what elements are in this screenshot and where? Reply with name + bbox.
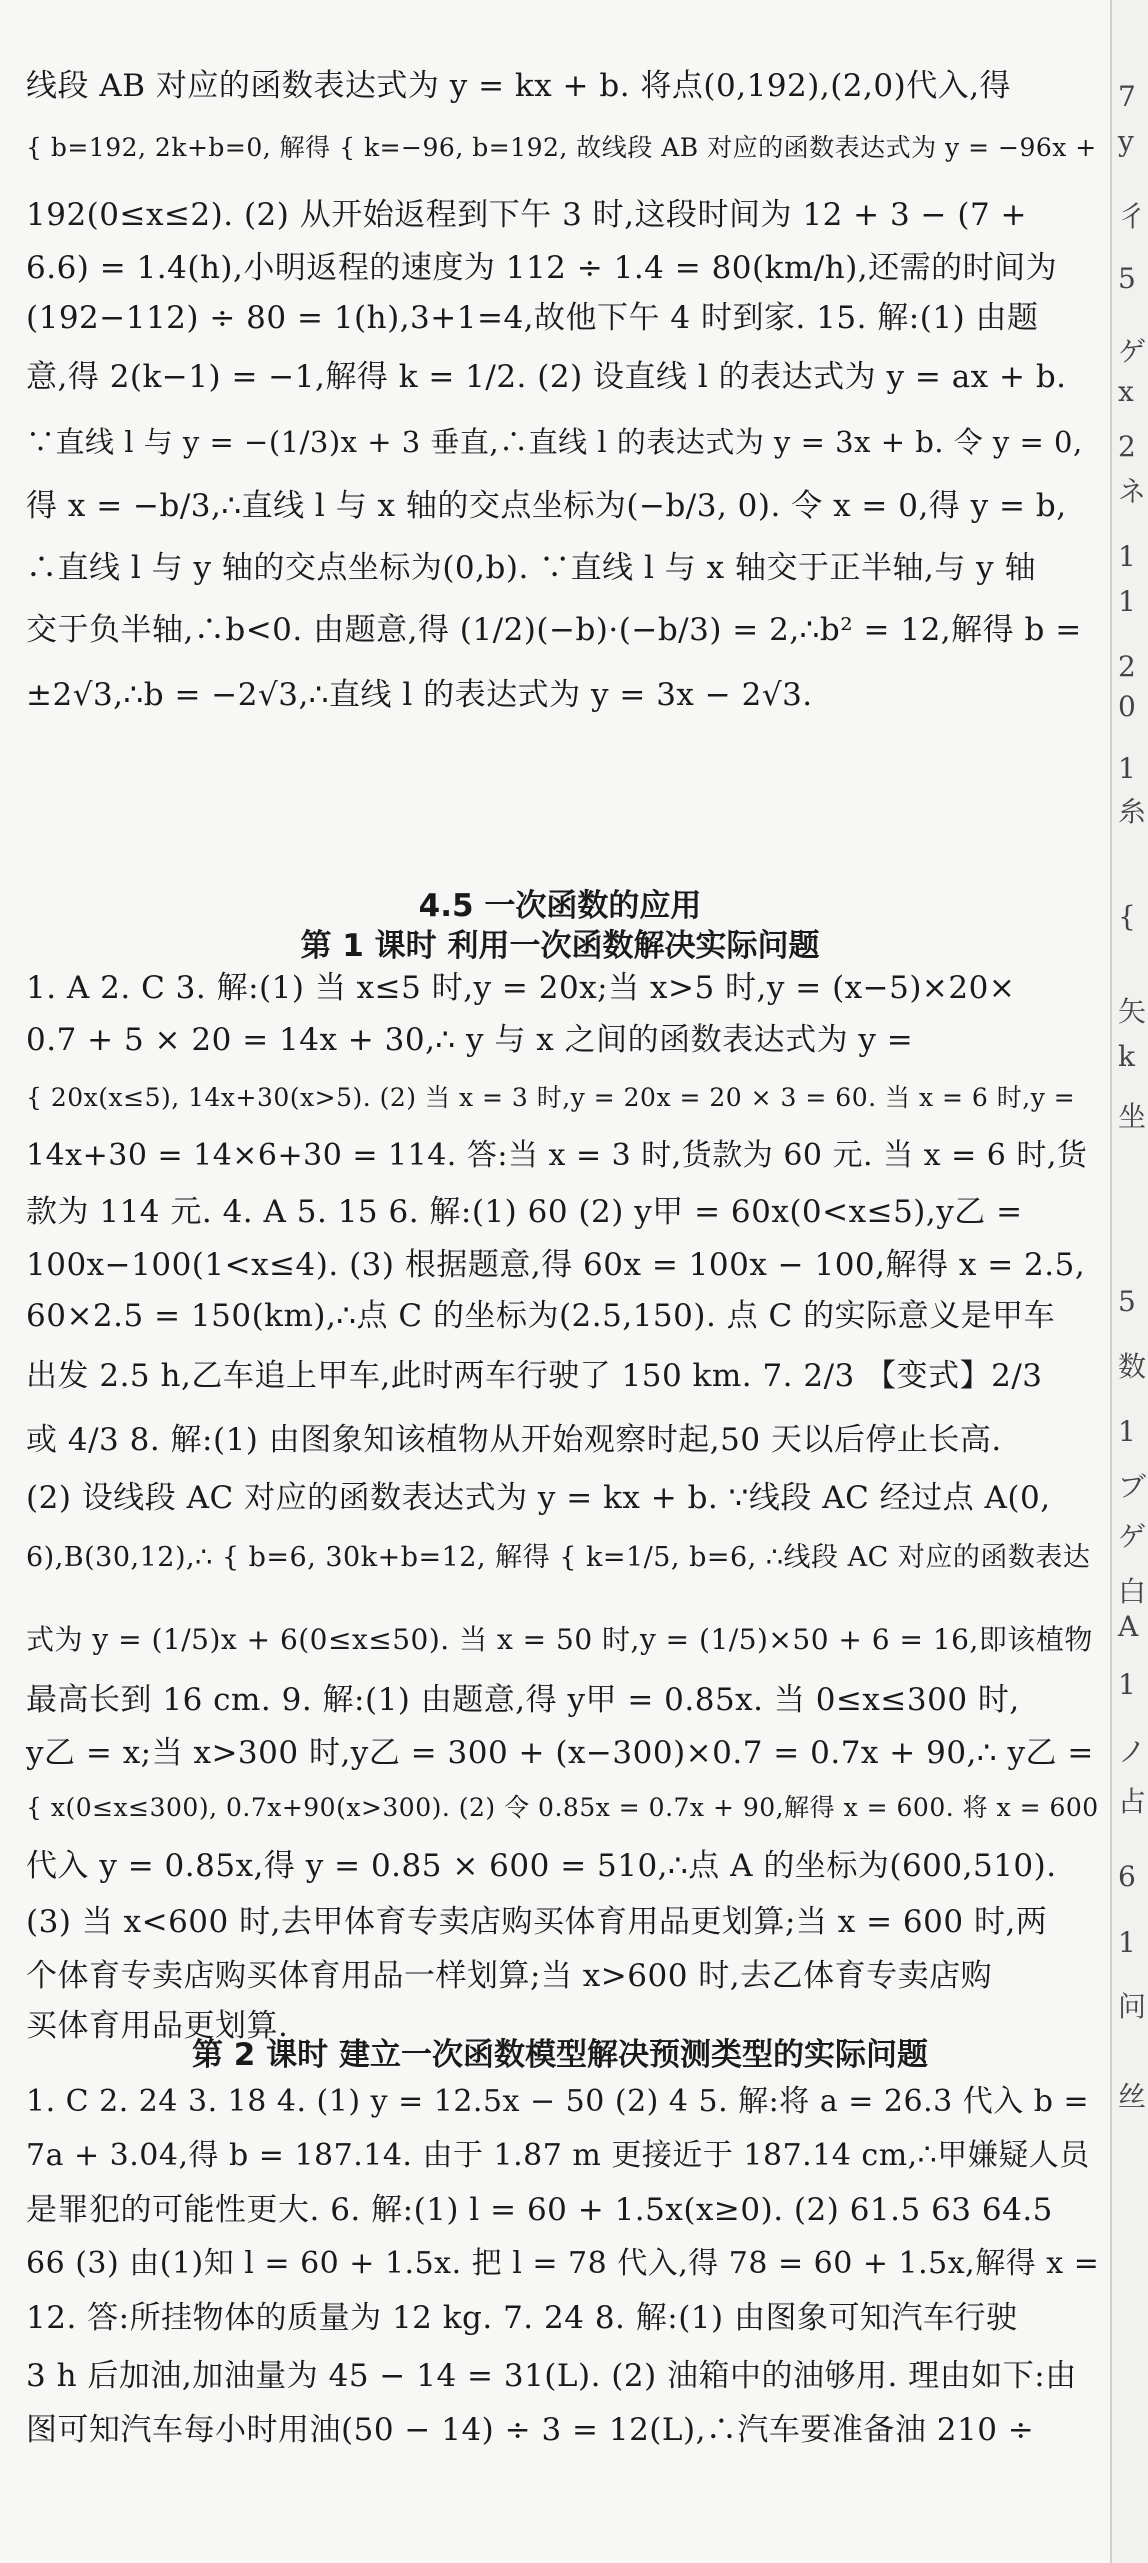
text-line: 或 4/3 8. 解:(1) 由图象知该植物从开始观察时起,50 天以后停止长高. xyxy=(26,1422,1002,1458)
margin-char: 1 xyxy=(1118,1926,1136,1959)
text-line: (3) 当 x<600 时,去甲体育专卖店购买体育用品更划算;当 x = 600 时,两 xyxy=(26,1904,1048,1940)
text-line: 60×2.5 = 150(km),∴点 C 的坐标为(2.5,150). 点 C 的实际意义是甲车 xyxy=(26,1298,1056,1334)
section-heading: 4.5 一次函数的应用 xyxy=(418,888,702,924)
text-line: ±2√3,∴b = −2√3,∴直线 l 的表达式为 y = 3x − 2√3. xyxy=(26,677,813,713)
margin-char: 问 xyxy=(1118,1990,1147,2023)
margin-char: x xyxy=(1118,375,1134,408)
margin-char: ブ xyxy=(1118,1470,1147,1503)
text-line: 得 x = −b/3,∴直线 l 与 x 轴的交点坐标为(−b/3, 0). 令 x = 0,得 y = b, xyxy=(26,488,1067,524)
margin-char: ネ xyxy=(1118,475,1147,508)
margin-char: 1 xyxy=(1118,1415,1136,1448)
text-line: 66 (3) 由(1)知 l = 60 + 1.5x. 把 l = 78 代入,得 78 = 60 + 1.5x,解得 x = xyxy=(26,2246,1100,2281)
text-line: 个体育专卖店购买体育用品一样划算;当 x>600 时,去乙体育专卖店购 xyxy=(26,1958,993,1994)
text-line: 12. 答:所挂物体的质量为 12 kg. 7. 24 8. 解:(1) 由图象可知汽车行驶 xyxy=(26,2300,1018,2336)
margin-char: 1 xyxy=(1118,1668,1136,1701)
margin-char: k xyxy=(1118,1040,1135,1073)
text-line: 式为 y = (1/5)x + 6(0≤x≤50). 当 x = 50 时,y = (1/5)×50 + 6 = 16,即该植物 xyxy=(26,1623,1093,1656)
text-line: 3 h 后加油,加油量为 45 − 14 = 31(L). (2) 油箱中的油够用. 理由如下:由 xyxy=(26,2358,1077,2394)
text-line: 线段 AB 对应的函数表达式为 y = kx + b. 将点(0,192),(2,0)代入,得 xyxy=(26,68,1012,104)
text-line: (192−112) ÷ 80 = 1(h),3+1=4,故他下午 4 时到家. 15. 解:(1) 由题 xyxy=(26,300,1039,336)
text-line: 7a + 3.04,得 b = 187.14. 由于 1.87 m 更接近于 187.14 cm,∴甲嫌疑人员 xyxy=(26,2138,1090,2173)
text-line: 1. A 2. C 3. 解:(1) 当 x≤5 时,y = 20x;当 x>5 时,y = (x−5)×20× xyxy=(26,970,1016,1006)
margin-char: 2 xyxy=(1118,650,1136,683)
margin-char: 数 xyxy=(1118,1350,1147,1383)
margin-char: 矢 xyxy=(1118,995,1147,1028)
text-line: { b=192, 2k+b=0, 解得 { k=−96, b=192, 故线段 AB 对应的函数表达式为 y = −96x + xyxy=(26,133,1097,162)
margin-char: 坐 xyxy=(1118,1100,1147,1133)
margin-char: y xyxy=(1118,125,1134,158)
text-line: 意,得 2(k−1) = −1,解得 k = 1/2. (2) 设直线 l 的表达式为 y = ax + b. xyxy=(26,359,1067,395)
text-line: 代入 y = 0.85x,得 y = 0.85 × 600 = 510,∴点 A 的坐标为(600,510). xyxy=(26,1848,1057,1884)
lesson-heading-1: 第 1 课时 利用一次函数解决实际问题 xyxy=(300,928,820,964)
text-line: 6.6) = 1.4(h),小明返程的速度为 112 ÷ 1.4 = 80(km/h),还需的时间为 xyxy=(26,250,1058,286)
text-line: ∴直线 l 与 y 轴的交点坐标为(0,b). ∵直线 l 与 x 轴交于正半轴,与 y 轴 xyxy=(26,550,1037,586)
text-line: 出发 2.5 h,乙车追上甲车,此时两车行驶了 150 km. 7. 2/3 【变式】2/3 xyxy=(26,1358,1043,1394)
margin-char: ノ xyxy=(1118,1735,1147,1768)
margin-char: 白 xyxy=(1118,1575,1147,1608)
text-line: { x(0≤x≤300), 0.7x+90(x>300). (2) 令 0.85x = 0.7x + 90,解得 x = 600. 将 x = 600 xyxy=(26,1793,1099,1822)
text-line: 图可知汽车每小时用油(50 − 14) ÷ 3 = 12(L),∴汽车要准备油 210 ÷ xyxy=(26,2412,1035,2448)
margin-char: 0 xyxy=(1118,690,1136,723)
text-line: 最高长到 16 cm. 9. 解:(1) 由题意,得 y甲 = 0.85x. 当 0≤x≤300 时, xyxy=(26,1682,1020,1718)
text-line: 是罪犯的可能性更大. 6. 解:(1) l = 60 + 1.5x(x≥0). (2) 61.5 63 64.5 xyxy=(26,2192,1053,2228)
text-line: 100x−100(1<x≤4). (3) 根据题意,得 60x = 100x − 100,解得 x = 2.5, xyxy=(26,1247,1086,1283)
lesson-heading-2: 第 2 课时 建立一次函数模型解决预测类型的实际问题 xyxy=(192,2037,928,2073)
margin-char: 糸 xyxy=(1118,795,1147,828)
margin-char: 5 xyxy=(1118,262,1136,295)
text-line: { 20x(x≤5), 14x+30(x>5). (2) 当 x = 3 时,y = 20x = 20 × 3 = 60. 当 x = 6 时,y = xyxy=(26,1083,1076,1112)
margin-char: 1 xyxy=(1118,752,1136,785)
margin-char: 6 xyxy=(1118,1860,1136,1893)
margin-char: { xyxy=(1118,900,1136,933)
margin-char: ゲ xyxy=(1118,335,1147,368)
text-line: 0.7 + 5 × 20 = 14x + 30,∴ y 与 x 之间的函数表达式为 y = xyxy=(26,1022,914,1058)
margin-char: A xyxy=(1118,1610,1139,1643)
text-line: (2) 设线段 AC 对应的函数表达式为 y = kx + b. ∵线段 AC 经过点 A(0, xyxy=(26,1480,1051,1516)
margin-char: 丝 xyxy=(1118,2080,1147,2113)
text-line: 192(0≤x≤2). (2) 从开始返程到下午 3 时,这段时间为 12 + 3 − (7 + xyxy=(26,197,1028,233)
text-line: ∵直线 l 与 y = −(1/3)x + 3 垂直,∴直线 l 的表达式为 y = 3x + b. 令 y = 0, xyxy=(26,425,1083,459)
margin-char: 彳 xyxy=(1118,200,1147,233)
margin-char: ゲ xyxy=(1118,1520,1147,1553)
margin-char: 2 xyxy=(1118,430,1136,463)
text-line: 交于负半轴,∴b<0. 由题意,得 (1/2)(−b)·(−b/3) = 2,∴b² = 12,解得 b = xyxy=(26,612,1082,648)
margin-char: 1 xyxy=(1118,585,1136,618)
text-line: 1. C 2. 24 3. 18 4. (1) y = 12.5x − 50 (2) 4 5. 解:将 a = 26.3 代入 b = xyxy=(26,2084,1090,2119)
text-line: y乙 = x;当 x>300 时,y乙 = 300 + (x−300)×0.7 = 0.7x + 90,∴ y乙 = xyxy=(26,1735,1094,1771)
margin-char: 占 xyxy=(1118,1785,1147,1818)
text-line: 14x+30 = 14×6+30 = 114. 答:当 x = 3 时,货款为 60 元. 当 x = 6 时,货 xyxy=(26,1138,1088,1173)
margin-char: 5 xyxy=(1118,1285,1136,1318)
text-line: 款为 114 元. 4. A 5. 15 6. 解:(1) 60 (2) y甲 = 60x(0<x≤5),y乙 = xyxy=(26,1194,1023,1230)
margin-char: 7 xyxy=(1118,80,1136,113)
text-line: 6),B(30,12),∴ { b=6, 30k+b=12, 解得 { k=1/5, b=6, ∴线段 AC 对应的函数表达 xyxy=(26,1542,1091,1573)
margin-char: 1 xyxy=(1118,540,1136,573)
text-line: 买体育用品更划算. xyxy=(26,2008,289,2044)
